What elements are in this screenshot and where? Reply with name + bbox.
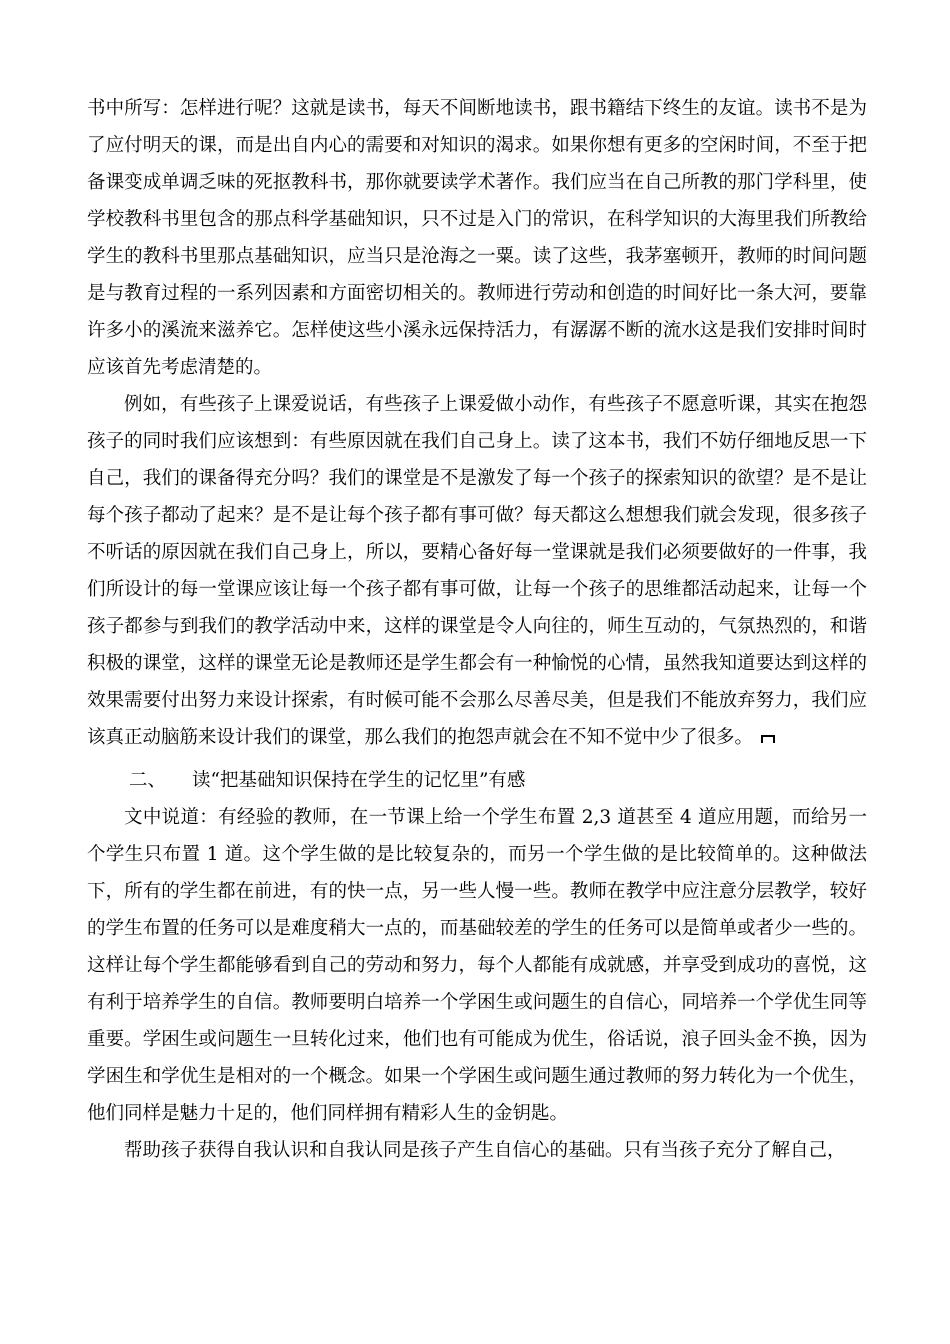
paragraph-end-mark — [759, 732, 779, 744]
paragraph-reading-time: 书中所写：怎样进行呢？这就是读书，每天不间断地读书，跟书籍结下终生的友谊。读书不是为了应付明天的课，而是出自内心的需要和对知识的渴求。如果你想有更多的空闲时间，不至于把备课变成单调乏味的死抠教科书，那你就要读学术著作。我们应当在自己所教的那门学科里，使学校教科书里包含的那点科学基础知识，只不过是入门的常识，在科学知识的大海里我们所教给学生的教科书里那点基础知识，应当只是沧海之一粟。读了这些，我茅塞顿开，教师的时间问题是与教育过程的一系列因素和方面密切相关的。教师进行劳动和创造的时间好比一条大河，要靠许多小的溪流来滋养它。怎样使这些小溪永远保持活力，有潺潺不断的流水这是我们安排时间时应该首先考虑清楚的。 — [87, 98, 867, 378]
paragraph-reflection-text: 例如，有些孩子上课爱说话，有些孩子上课爱做小动作，有些孩子不愿意听课，其实在抱怨孩子的同时我们应该想到：有些原因就在我们自己身上。读了这本书，我们不妨仔细地反思一下自己，我们的课备得充分吗？我们的课堂是不是激发了每一个孩子的探索知识的欲望？是不是让每个孩子都动了起来？是不是让每个孩子都有事可做？每天都这么想想我们就会发现，很多孩子不听话的原因就在我们自己身上，所以，要精心备好每一堂课就是我们必须要做好的一件事，我们所设计的每一堂课应该让每一个孩子都有事可做，让每一个孩子的思维都活动起来，让每一个孩子都参与到我们的教学活动中来，这样的课堂是令人向往的，师生互动的，气氛热烈的，和谐积极的课堂，这样的课堂无论是教师还是学生都会有一种愉悦的心情，虽然我知道要达到这样的效果需要付出努力来设计探索，有时候可能不会那么尽善尽美，但是我们不能放弃努力，我们应该真正动脑筋来设计我们的课堂，那么我们的抱怨声就会在不知不觉中少了很多。 — [87, 394, 867, 748]
paragraph-reflection — [87, 386, 867, 756]
section-heading — [87, 762, 867, 799]
paragraph-self-confidence: 帮助孩子获得自我认识和自我认同是孩子产生自信心的基础。只有当孩子充分了解自己， — [124, 1140, 846, 1161]
document-page — [87, 90, 867, 1169]
paragraph-layered-teaching: 文中说道：有经验的教师，在一节课上给一个学生布置 2,3 道甚至 4 道应用题，而给另一个学生只布置 1 道。这个学生做的是比较复杂的，而另一个学生做的是比较简单的。这种做法下，所有的学生都在前进，有的快一点，另一些人慢一些。教师在教学中应注意分层教学，较好的学生布置的任务可以是难度稍大一点的，而基础较差的学生的任务可以是简单或者少一些的。这样让每个学生都能够看到自己的劳动和努力，每个人都能有成就感，并享受到成功的喜悦，这有利于培养学生的自信。教师要明白培养一个学困生或问题生的自信心，同培养一个学优生同等重要。学困生或问题生一旦转化过来，他们也有可能成为优生，俗话说，浪子回头金不换，因为学困生和学优生是相对的一个概念。如果一个学困生或问题生通过教师的努力转化为一个优生，他们同样是魅力十足的，他们同样拥有精彩人生的金钥匙。 — [87, 807, 867, 1124]
section-number: 二、 — [129, 770, 167, 791]
section-title: 读“把基础知识保持在学生的记忆里”有感 — [192, 770, 526, 791]
